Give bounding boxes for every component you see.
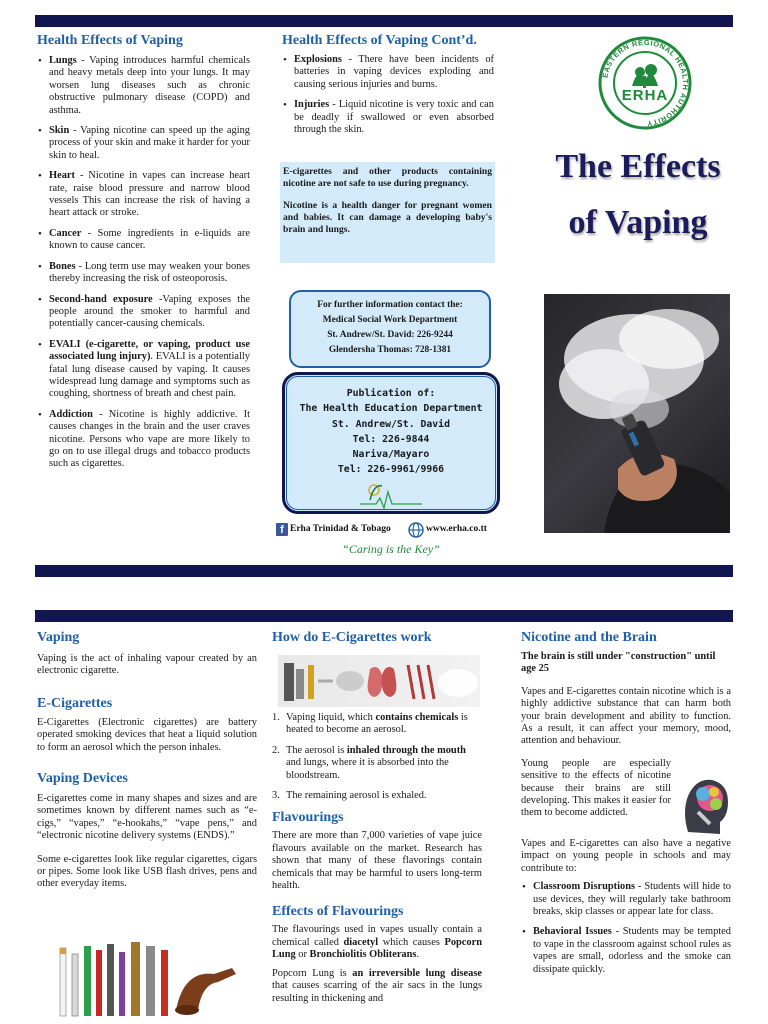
facebook-label[interactable]: Erha Trinidad & Tobago xyxy=(290,524,391,534)
effect-bones: • Bones - Long term use may weaken your bones thereby increasing the risk of osteoporosis. xyxy=(37,261,250,286)
health-effects-list xyxy=(37,55,250,471)
impact-classroom: • Classroom Disruptions - Students will hide to use devices, they will regularly take bathroom breaks, skip classes or appear late for class. xyxy=(521,881,731,918)
erha-logo xyxy=(598,36,692,130)
contact-line-2: Medical Social Work Department xyxy=(322,315,458,325)
cover-title-line-1: The Effects xyxy=(555,148,721,185)
vaping-photo xyxy=(544,294,730,533)
logo-letters: ERHA xyxy=(621,87,669,104)
effect-heart: • Heart - Nicotine in vapes can increase heart rate, raise blood pressure and narrow blood vessels This can increase the risk of having a heart attack or stroke. xyxy=(37,170,250,220)
how-ecig-work-panel xyxy=(272,630,482,654)
vaping-devices-text2: Some e-cigarettes look like regular cigarettes, cigars or pipes. Some look like USB flash drives, pens and other everyday items. xyxy=(37,853,257,890)
ecig-step-1: 1. Vaping liquid, which contains chemicals is heated to become an aerosol. xyxy=(272,712,468,736)
social-row xyxy=(276,522,500,540)
bottom-header-bar xyxy=(35,610,733,622)
nicotine-brain-subheading: The brain is still under "construction" until age 25 xyxy=(521,651,716,675)
effect-addiction: • Addiction - Nicotine is highly addictive. It causes changes in the brain and the user craves nicotine. Persons who vape are more likely to go on to use illegal drugs and tobacco products such as cigarettes. xyxy=(37,409,250,471)
how-ecig-work-heading: How do E-Cigarettes work xyxy=(272,630,432,645)
vaping-devices-text1: E-cigarettes come in many shapes and sizes and are sometimes known by different names such as “e-cigs,” “vapes,” “e-hookahs,” “vape pens,” and “electronic nicotine delivery systems (ENDS).” xyxy=(37,793,257,842)
svg-text:EASTERN REGIONAL HEALTH AUTHOR: EASTERN REGIONAL HEALTH AUTHORITY xyxy=(600,37,691,129)
pregnancy-callout-text2: Nicotine is a health danger for pregnant women and babies. It can damage a developing baby's brain and lungs. xyxy=(283,200,492,235)
top-footer-bar xyxy=(35,565,733,577)
effect-cancer: • Cancer - Some ingredients in e-liquids are known to cause cancer. xyxy=(37,228,250,253)
effects-flavourings-heading: Effects of Flavourings xyxy=(272,904,404,920)
effect-lungs: • Lungs - Vaping introduces harmful chemicals and heavy metals deep into your lungs. It may worsen lung diseases such as chronic obstructive pulmonary disease (COPD) and asthma. xyxy=(37,55,250,117)
flavourings-text: There are more than 7,000 varieties of vape juice flavours available on the market. Research has shown that many of these flavorings contain chemicals that may be harmful to users long-term health. xyxy=(272,830,482,892)
vaping-heading: Vaping xyxy=(37,630,80,645)
publication-line-6: Tel: 226-9961/9966 xyxy=(337,464,445,476)
cover-title xyxy=(538,142,738,248)
vaping-text: Vaping is the act of inhaling vapour created by an electronic cigarette. xyxy=(37,653,257,677)
top-header-bar xyxy=(35,15,733,27)
effect-evali: • EVALI (e-cigarette, or vaping, product use associated lung injury). EVALI is a potentially fatal lung disease caused by vaping. It causes widespread lung damage and symptoms such as coughing, shortness of breath and chest pain. xyxy=(37,339,250,401)
globe-icon xyxy=(408,522,424,538)
facebook-icon[interactable]: f xyxy=(276,523,288,536)
ecig-step-2: 2. The aerosol is inhaled through the mouth and lungs, where it is absorbed into the bloodstream. xyxy=(272,744,466,781)
impact-behavioral: • Behavioral Issues - Students may be tempted to vape in the classroom against school rules as vapes are small, odorless and the smoke can dissipate quickly. xyxy=(521,926,731,976)
contact-line-3: St. Andrew/St. David: 226-9244 xyxy=(327,330,453,340)
publication-line-5: Nariva/Mayaro xyxy=(352,449,430,461)
health-effects-contd-heading: Health Effects of Vaping Cont’d. xyxy=(282,33,477,48)
publication-line-1: Publication of: xyxy=(346,388,436,399)
health-effects-contd-panel xyxy=(282,33,494,144)
ecig-step-3: 3. The remaining aerosol is exhaled. xyxy=(272,790,427,802)
slogan: “Caring is the Key” xyxy=(342,542,440,556)
effect-explosions: • Explosions - There have been incidents of batteries in vaping devices exploding and causing serious injuries and burns. xyxy=(282,54,494,91)
vaping-devices-image xyxy=(54,940,244,1018)
effect-skin: • Skin - Vaping nicotine can speed up the aging process of your skin and make it harder for your skin to heal. xyxy=(37,125,250,162)
publication-line-3: St. Andrew/St. David xyxy=(332,418,450,430)
how-ecig-steps xyxy=(272,712,482,1005)
effects-flavourings-text: The flavourings used in vapes usually contain a chemical called diacetyl which causes Popcorn Lung or Bronchiolitis Obliterans. xyxy=(272,924,483,961)
health-effects-contd-list xyxy=(282,54,494,136)
vaping-intro-panel xyxy=(37,630,257,891)
school-impact-list xyxy=(521,881,731,976)
contact-line-4: Glendersha Thomas: 728-1381 xyxy=(328,345,452,355)
contact-box xyxy=(289,290,491,368)
nicotine-brain-text3: Vapes and E-cigarettes can also have a negative impact on young people in schools and may contribute to: xyxy=(521,837,731,874)
nicotine-brain-heading: Nicotine and the Brain xyxy=(521,630,657,645)
health-education-logo xyxy=(356,480,426,512)
effect-injuries: • Injuries - Liquid nicotine is very toxic and can be deadly if swallowed or even absorbed through the skin. xyxy=(282,99,494,136)
contact-line-1: For further information contact the: xyxy=(317,300,463,310)
publication-line-2: The Health Education Department xyxy=(299,403,483,415)
effect-second-hand: • Second-hand exposure -Vaping exposes the people around the smoker to harmful and potentially cancer-causing chemicals. xyxy=(37,294,250,331)
flavourings-heading: Flavourings xyxy=(272,810,344,826)
nicotine-brain-text2: Young people are especially sensitive to the effects of nicotine because their brains are still developing. This makes it easier for them to become addicted. xyxy=(521,757,671,819)
ecigarettes-text: E-Cigarettes (Electronic cigarettes) are battery operated smoking devices that heat a liquid solution to form an aerosol which the person inhales. xyxy=(37,716,257,753)
cover-title-line-2: of Vaping xyxy=(568,204,708,241)
logo-ring-text xyxy=(598,36,692,130)
health-effects-panel xyxy=(37,33,250,479)
brain-image xyxy=(680,772,732,838)
ecig-steps-list xyxy=(272,712,482,802)
website-link[interactable]: www.erha.co.tt xyxy=(426,524,487,534)
ecigarettes-heading: E-Cigarettes xyxy=(37,695,113,711)
pregnancy-callout xyxy=(280,162,495,263)
vaping-devices-heading: Vaping Devices xyxy=(37,771,128,787)
health-effects-heading: Health Effects of Vaping xyxy=(37,33,183,48)
publication-box xyxy=(282,372,500,514)
publication-line-4: Tel: 226-9844 xyxy=(352,433,430,445)
popcorn-lung-text: Popcorn Lung is an irreversible lung disease that causes scarring of the air sacs in the lungs resulting in thickening and xyxy=(272,967,482,1004)
pregnancy-callout-text1: E-cigarettes and other products containing nicotine are not safe to use during pregnancy. xyxy=(283,166,492,189)
ecig-process-diagram xyxy=(278,655,480,707)
nicotine-brain-text1: Vapes and E-cigarettes contain nicotine which is a highly addictive substance that can harm both your brain development and ability to function. As a result, it can affect your memory, mood, attention and behaviour. xyxy=(521,685,731,747)
